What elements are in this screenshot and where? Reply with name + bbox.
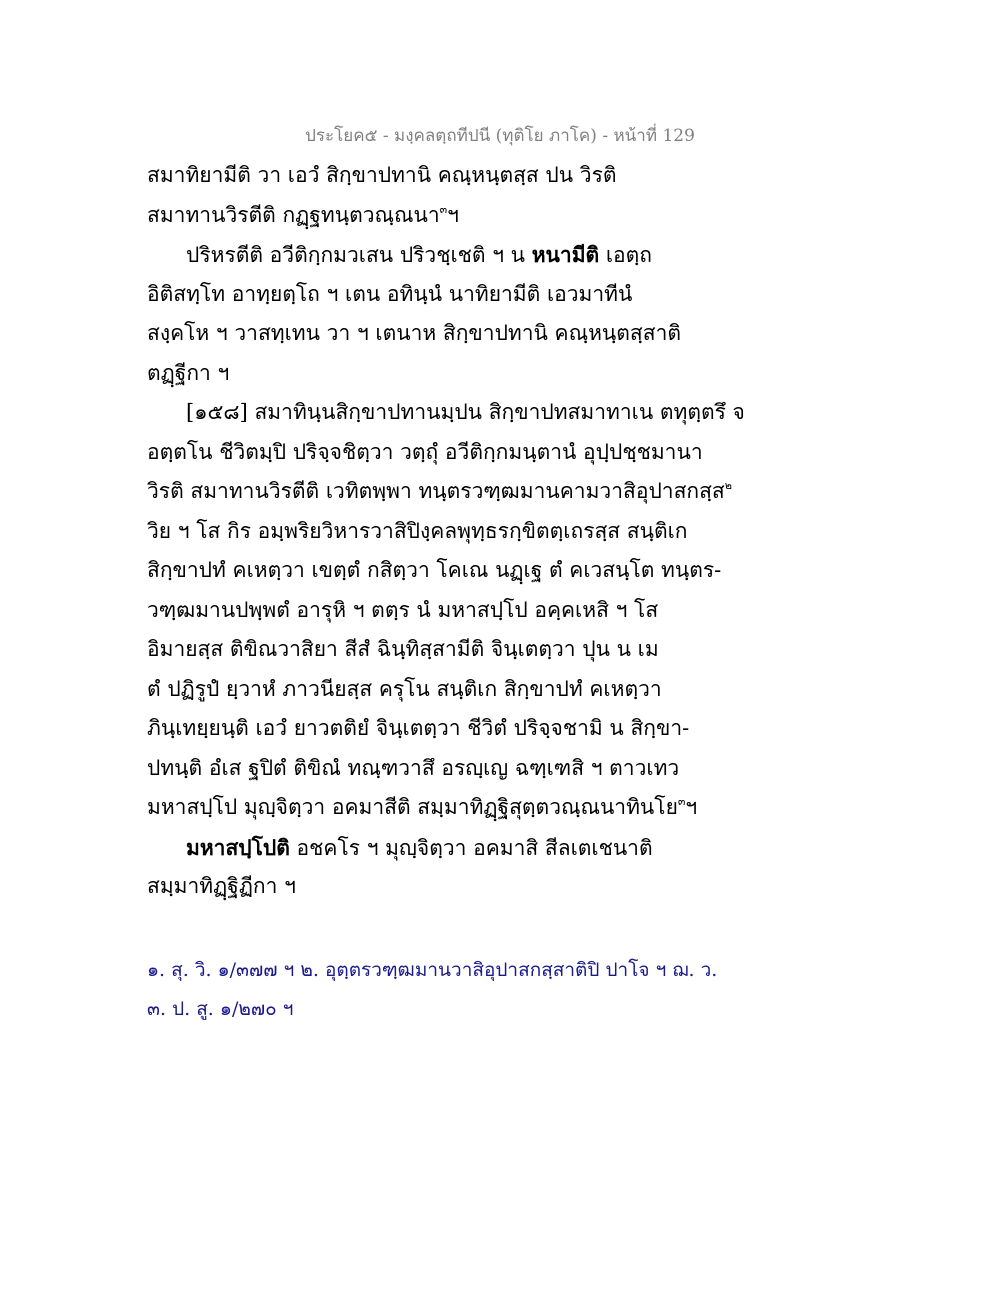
footnote-line: ๓. ป. สู. ๑/๒๗๐ ฯ xyxy=(147,998,294,1020)
text-line: [๑๕๘] สมาทินฺนสิกฺขาปทานมฺปน สิกฺขาปทสมาทาเน ตทุตฺตรึ จ xyxy=(186,400,745,424)
text-line: อิมายสฺส ติขิณวาสิยา สีสํ ฉินฺทิสฺสามีติ จินฺเตตฺวา ปุน น เม xyxy=(147,637,659,661)
text-line: ภินฺเทยฺยนฺติ เอวํ ยาวตติยํ จินฺเตตฺวา ชีวิตํ ปริจฺจชามิ น สิกฺขา- xyxy=(147,716,690,740)
text-span: มหาสปฺโป มุญฺจิตฺวา อคมาสีติ สมฺมาทิฏฺฐิสุตฺตวณฺณนาทินโย xyxy=(147,795,678,819)
footnote-ref: ๒ xyxy=(724,479,733,492)
text-span: วิรติ สมาทานวิรตีติ เวทิตพฺพา ทนฺตรวฑฺฒมานคามวาสิอุปาสกสฺส xyxy=(147,479,725,503)
text-span: ฯ xyxy=(685,795,698,819)
footnote-ref: ๓ xyxy=(439,202,448,216)
bold-term: มหาสปฺโปติ xyxy=(186,834,290,860)
text-line xyxy=(147,828,867,868)
page-header: ประโยค๕ - มงฺคลตฺถทีปนี (ทุติโย ภาโค) - หน้าที่ 129 xyxy=(305,126,695,146)
footnote-ref: ๓ xyxy=(677,795,686,808)
text-line: สงฺคโห ฯ วาสทฺเทน วา ฯ เตนาห สิกฺขาปทานิ คณฺหนฺตสฺสาติ xyxy=(147,321,681,345)
text-line: ตํ ปฏิรูปํ ยฺวาหํ ภาวนียสฺส ครุโน สนฺติเก สิกฺขาปทํ คเหตฺวา xyxy=(147,676,662,701)
text-line: สมฺมาทิฏฺฐิฏีกา ฯ xyxy=(147,874,296,898)
text-line: อตฺตโน ชีวิตมฺปิ ปริจฺจชิตฺวา วตฺถุํ อวีติกฺกมนฺตานํ อุปฺปชฺชมานา xyxy=(147,439,703,464)
text-span: ฯ xyxy=(447,202,459,227)
text-line: สมาทิยามีติ วา เอวํ สิกฺขาปทานิ คณฺหนฺตสฺส ปน วิรติ xyxy=(147,163,617,187)
text-line: อิติสทฺโท อาทฺยตฺโถ ฯ เตน อทินฺนํ นาทิยามีติ เอวมาทีนํ xyxy=(147,281,633,306)
footnotes xyxy=(147,951,867,1029)
body-text xyxy=(147,156,867,907)
text-line xyxy=(147,472,867,512)
bold-term: หนามีติ xyxy=(531,242,600,267)
text-line: สิกฺขาปทํ คเหตฺวา เขตฺตํ กสิตฺวา โคเณ นฏฺเฐ ตํ คเวสนฺโต ทนฺตร- xyxy=(147,558,722,582)
text-line: วฑฺฒมานปพฺพตํ อารุหิ ฯ ตตฺร นํ มหาสปฺโป อคฺคเหสิ ฯ โส xyxy=(147,597,659,622)
text-line: ปทนฺติ อํเส ฐปิตํ ติขิณํ ทณฺฑวาสึ อรญฺเญ ฉฑฺเฑสิ ฯ ตาวเทว xyxy=(147,755,680,780)
text-line xyxy=(147,235,867,275)
text-span: สมาทานวิรตีติ กฏฺฐทนฺตวณฺณนา xyxy=(147,202,440,227)
footnote-line: ๑. สุ. วิ. ๑/๓๗๗ ฯ ๒. อุตฺตรวฑฺฒมานวาสิอุปาสกสฺสาติปิ ปาโจ ฯ ฌ. ว. xyxy=(147,959,718,981)
text-line: ตฏฺฐีกา ฯ xyxy=(147,360,230,385)
text-line: วิย ฯ โส กิร อมฺพริยวิหารวาสิปิงฺคลพุทฺธรกฺขิตตฺเถรสฺส สนฺติเก xyxy=(147,518,688,543)
text-line xyxy=(147,788,867,828)
text-span: เอตฺถ xyxy=(599,243,653,267)
text-span: ปริหรตีติ อวีติกฺกมวเสน ปริวชฺเชติ ฯ น xyxy=(186,243,532,267)
text-line xyxy=(147,196,867,236)
text-span: อชคโร ฯ มุญฺจิตฺวา อคมาสิ สีลเตเชนาติ xyxy=(289,835,653,860)
